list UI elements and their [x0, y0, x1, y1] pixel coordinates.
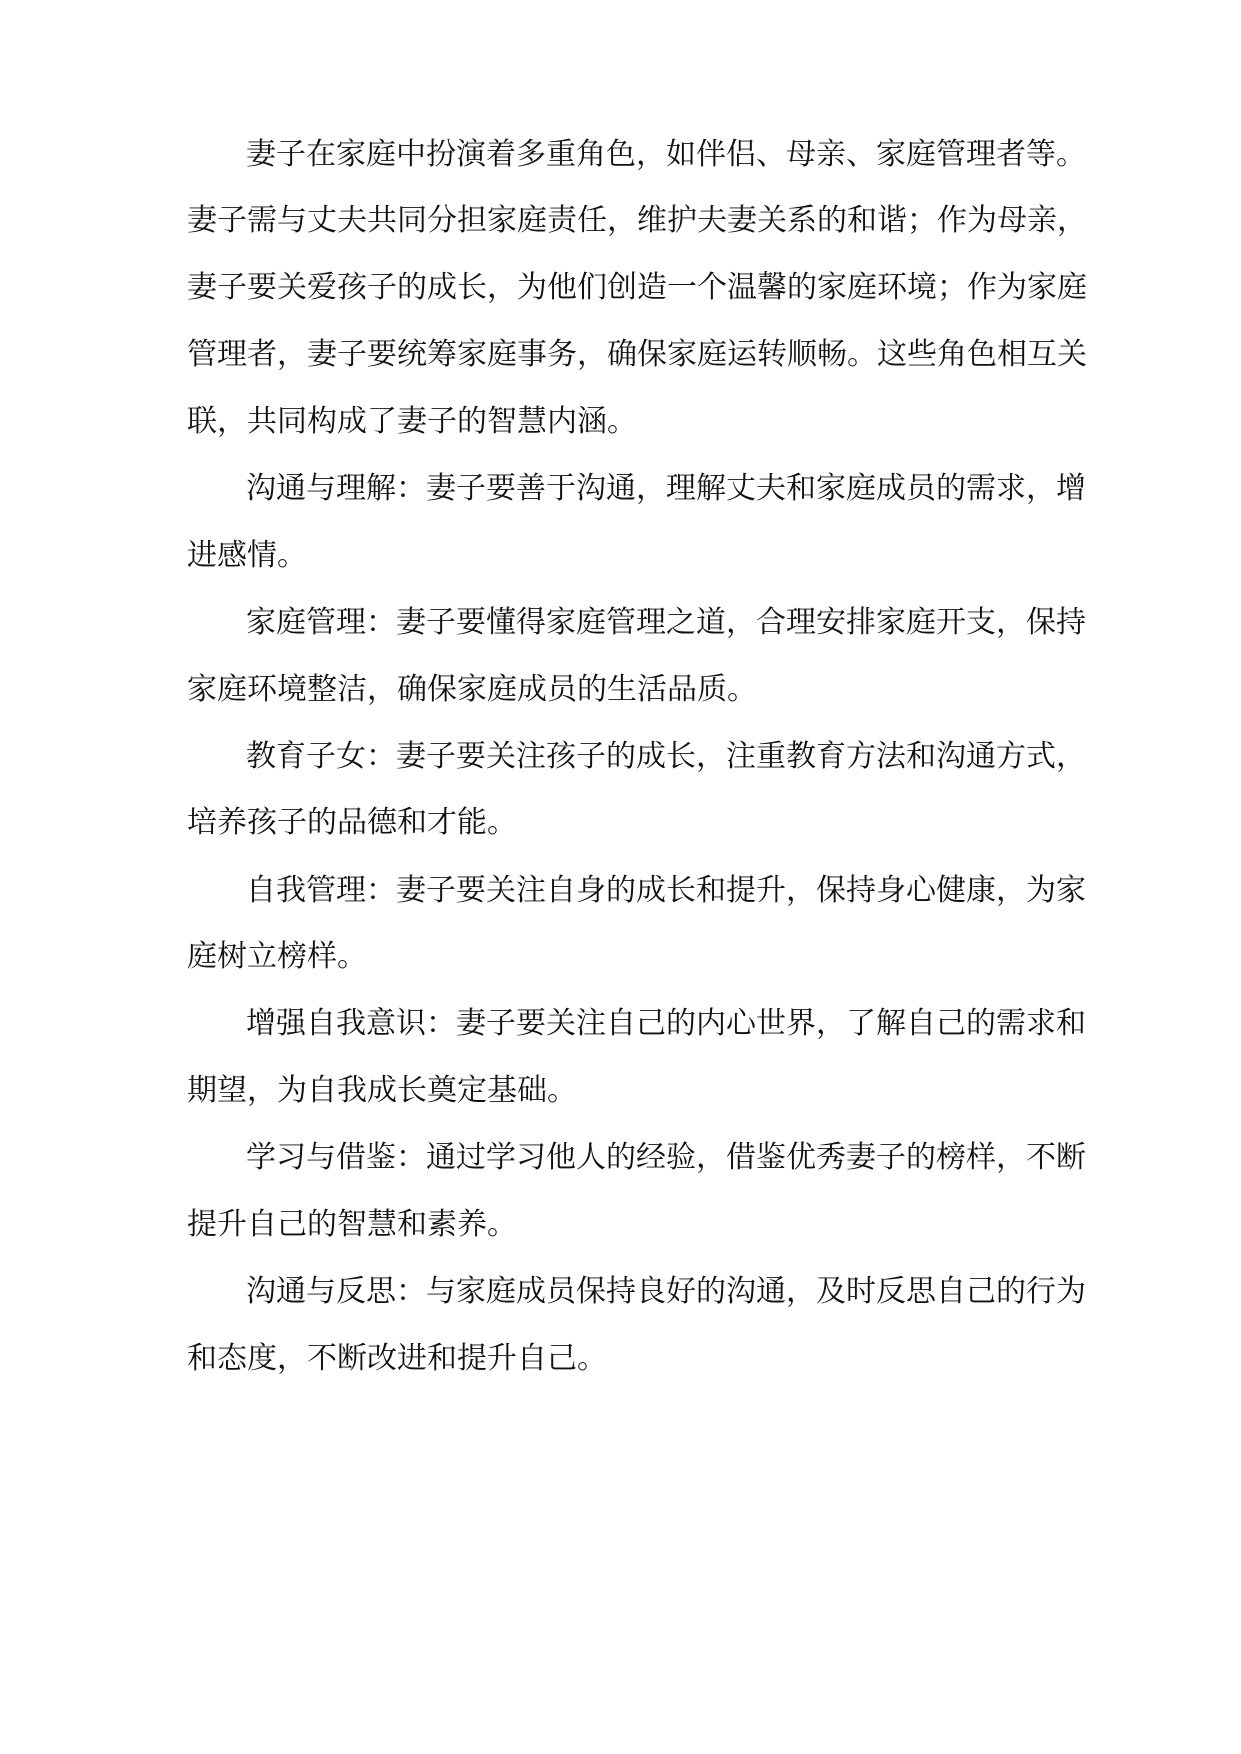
paragraph-5-line-1: 自我管理：妻子要关注自身的成长和提升，保持身心健康，为家: [246, 873, 1086, 908]
paragraph-1-line-4: 管理者，妻子要统筹家庭事务，确保家庭运转顺畅。这些角色相互关: [187, 337, 1087, 372]
paragraph-2-line-1: 沟通与理解：妻子要善于沟通，理解丈夫和家庭成员的需求，增: [246, 471, 1086, 506]
paragraph-6-line-2: 期望，为自我成长奠定基础。: [187, 1073, 577, 1108]
paragraph-1-line-5: 联，共同构成了妻子的智慧内涵。: [187, 404, 637, 439]
paragraph-7-line-2: 提升自己的智慧和素养。: [187, 1207, 517, 1242]
paragraph-4-line-1: 教育子女：妻子要关注孩子的成长，注重教育方法和沟通方式，: [246, 739, 1086, 774]
paragraph-1-line-1: 妻子在家庭中扮演着多重角色，如伴侣、母亲、家庭管理者等。: [246, 137, 1086, 172]
paragraph-2-line-2: 进感情。: [187, 538, 307, 573]
paragraph-4-line-2: 培养孩子的品德和才能。: [187, 805, 517, 840]
paragraph-3-line-1: 家庭管理：妻子要懂得家庭管理之道，合理安排家庭开支，保持: [246, 605, 1086, 640]
paragraph-5-line-2: 庭树立榜样。: [187, 939, 367, 974]
paragraph-7-line-1: 学习与借鉴：通过学习他人的经验，借鉴优秀妻子的榜样，不断: [246, 1140, 1086, 1175]
paragraph-3-line-2: 家庭环境整洁，确保家庭成员的生活品质。: [187, 672, 757, 707]
paragraph-1-line-2: 妻子需与丈夫共同分担家庭责任，维护夫妻关系的和谐；作为母亲，: [187, 203, 1087, 238]
paragraph-8-line-1: 沟通与反思：与家庭成员保持良好的沟通，及时反思自己的行为: [246, 1274, 1086, 1309]
paragraph-1-line-3: 妻子要关爱孩子的成长，为他们创造一个温馨的家庭环境；作为家庭: [187, 270, 1087, 305]
paragraph-6-line-1: 增强自我意识：妻子要关注自己的内心世界，了解自己的需求和: [246, 1006, 1086, 1041]
paragraph-8-line-2: 和态度，不断改进和提升自己。: [187, 1341, 607, 1376]
